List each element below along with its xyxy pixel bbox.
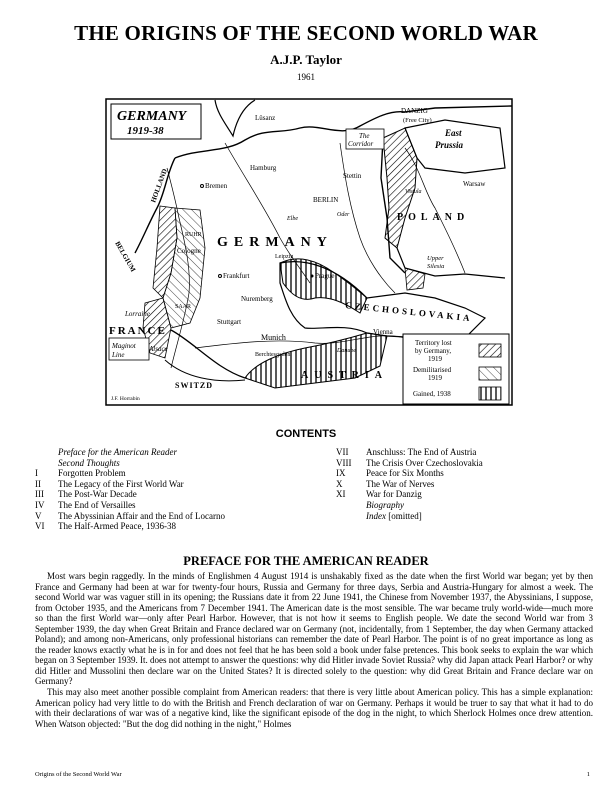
toc-entry-label: The Legacy of the First World War (58, 478, 184, 489)
toc-entry-chapter-4[interactable] (35, 500, 295, 511)
label-oder: Oder (337, 212, 350, 218)
toc-entry-chapter-3[interactable] (35, 489, 295, 500)
label-holland: HOLLAND (149, 167, 169, 204)
label-corridor-1: The (359, 132, 370, 140)
preface-body (35, 571, 593, 729)
toc-entry-number: VIII (336, 457, 352, 468)
toc-entry-chapter-7[interactable] (336, 447, 576, 458)
label-berchtesgaden: Berchtesgaden (255, 352, 291, 358)
label-credit: J.F. Horrabin (111, 396, 140, 402)
toc-entry-number: V (35, 510, 42, 521)
label-hamburg: Hamburg (250, 164, 277, 172)
toc-entry-label: The War of Nerves (366, 478, 435, 489)
label-danzig: DANZIG (401, 107, 428, 115)
toc-entry-number: X (336, 478, 343, 489)
toc-entry-second-thoughts[interactable] (35, 458, 295, 469)
preface-paragraph: This may also meet another possible complaint from American readers: that there is very little about American policy. This has a simple explanation: American policy had very little to do with the British and French declaration of war on Germany. Perhaps it would be truer to say that what it had to do with their declarations of war was of a negative kind, like the significant episode of the dog in the night, to which Sherlock Holmes once drew attention. When Watson objected: "But the dog did nothing in the night," Holmes (35, 687, 593, 729)
germany-map (105, 98, 513, 406)
toc-entry-label-index: Index (366, 510, 386, 521)
toc-entry-chapter-6[interactable] (35, 521, 295, 532)
toc-entry-label: The Post-War Decade (58, 489, 137, 500)
toc-entry-number: VII (336, 447, 349, 457)
label-maginot-2: Line (112, 351, 125, 359)
label-lorraine: Lorraine (125, 310, 150, 318)
toc-entry-chapter-2[interactable] (35, 479, 295, 490)
label-bremen: Bremen (205, 182, 228, 190)
label-stettin: Stettin (343, 172, 362, 180)
toc-entry-label: Second Thoughts (58, 457, 120, 468)
toc-entry-index[interactable] (336, 511, 576, 522)
toc-entry-chapter-8[interactable] (336, 458, 576, 469)
city-dot-prague (311, 275, 314, 278)
label-switzerland: SWITZD (175, 381, 214, 390)
label-nuremberg: Nuremberg (241, 295, 273, 303)
label-vienna: Vienna (373, 328, 393, 336)
legend-swatch-demilitarised (479, 367, 501, 380)
legend-swatch-gained (479, 387, 501, 400)
label-free-city: (Free City) (403, 117, 432, 124)
toc-entry-label: The Abyssinian Affair and the End of Locarno (58, 510, 226, 521)
toc-entry-number: II (35, 478, 41, 489)
label-czechoslovakia: CZECHOSLOVAKIA (344, 300, 473, 324)
label-cologne: Cologne (177, 247, 201, 255)
legend-demilitarised-1: Demilitarised (413, 366, 452, 374)
label-upper-silesia-2: Silesia (427, 263, 445, 270)
page-number: 1 (586, 771, 590, 778)
toc-entry-number: III (35, 489, 44, 500)
toc-entry-label: Peace for Six Months (366, 468, 444, 479)
label-berlin: BERLIN (313, 196, 339, 204)
footer-title: Origins of the Second World War (35, 771, 122, 778)
toc-entry-chapter-5[interactable] (35, 511, 295, 522)
toc-entry-number: I (35, 468, 38, 479)
label-maginot-1: Maginot (112, 342, 136, 350)
label-prague: Prague (315, 272, 335, 280)
toc-right-column (336, 447, 576, 521)
label-warsaw: Warsaw (463, 180, 486, 188)
label-ruhr: RUHR (185, 232, 202, 238)
label-east: East (445, 128, 462, 138)
toc-entry-label: Preface for the American Reader (58, 447, 177, 457)
label-danube: Danube (337, 348, 356, 354)
toc-entry-chapter-9[interactable] (336, 468, 576, 479)
label-corridor-2: Corridor (348, 140, 374, 148)
label-upper-silesia-1: Upper (427, 255, 444, 262)
toc-entry-label: Forgotten Problem (58, 468, 126, 479)
map-title: GERMANY (117, 109, 187, 124)
toc-entry-number: IX (336, 468, 346, 479)
preface-paragraph: Most wars begin raggedly. In the minds of Englishmen 4 August 1914 is unshakably fixed as the date when the first World war began; yet by then France and Germany had been at war for twenty-four hours, Russia and Germany for three days, Serbia and Austria-Hungary for almost a week. The second World war was vaguer still in its opening; the Russians date it from 22 June 1941, the Chinese from November 1937, the Abyssinians, I suppose, from October 1935, and the Americans from 7 December 1941. The American date is the most sensible. The war became truly world-wide—much more so than the first World war—only after Pearl Harbor. However, that is not how it seems to English people. We date the second World war from 3 September 1939, the day when Great Britain and France declared war on Germany (not, incidentally, from 1 September, the day when Germany attacked Poland); and among non-Americans, only professional historians can remember the date of Pearl Harbor. The point is of no great importance as long as the reader knows exactly what he is in for and does not feel that he has been sold a book under false pretences. This book seeks to explain the war which began on 3 September 1939. It. does not attempt to answer the questions: why did Hitler invade Soviet Russia? why did Japan attack Pearl Harbor? or why did Hitler and Mussolini then declare war on the United States? It is directed solely to the question: why did Great Britain and France declare war on Germany? (35, 571, 593, 687)
label-belgium: BELGIUM (113, 240, 138, 274)
legend-lost-3: 1919 (428, 355, 442, 363)
label-prussia: Prussia (435, 140, 464, 150)
author: A.J.P. Taylor (270, 52, 342, 67)
legend-swatch-lost (479, 344, 501, 357)
toc-entry-label: Anschluss: The End of Austria (366, 447, 477, 457)
label-baltic: Lüsanz (255, 114, 276, 122)
legend-lost-1: Territory lost (415, 339, 452, 347)
label-poland: POLAND (397, 212, 470, 223)
label-munich: Munich (261, 333, 286, 342)
toc-entry-omitted-note: [omitted] (386, 510, 422, 521)
toc-entry-label: Biography (366, 499, 404, 510)
toc-entry-chapter-11[interactable] (336, 489, 576, 500)
label-austria: AUSTRIA (301, 370, 389, 381)
toc-entry-label: The Half-Armed Peace, 1936-38 (58, 521, 176, 532)
legend-gained: Gained, 1938 (413, 390, 451, 398)
label-france: FRANCE (109, 325, 167, 337)
legend-lost-2: by Germany, (415, 347, 452, 355)
label-frankfurt: Frankfurt (223, 272, 250, 280)
label-saar: SAAR (175, 304, 192, 310)
toc-entry-chapter-10[interactable] (336, 479, 576, 490)
toc-entry-label: The End of Versailles (58, 499, 136, 510)
map-date: 1919-38 (127, 125, 164, 137)
toc-entry-label: War for Danzig (366, 489, 422, 500)
label-vistula: Vistula (405, 189, 422, 195)
label-alsace: Alsace (149, 345, 168, 353)
toc-entry-number: VI (35, 521, 45, 532)
toc-entry-preface[interactable] (35, 447, 295, 458)
contents-heading: CONTENTS (275, 428, 337, 440)
label-stuttgart: Stuttgart (217, 318, 242, 326)
publication-year: 1961 (297, 72, 315, 82)
legend-demilitarised-2: 1919 (428, 374, 442, 382)
toc-entry-label: The Crisis Over Czechoslovakia (366, 457, 483, 468)
toc-entry-chapter-1[interactable] (35, 468, 295, 479)
toc-left-column (35, 447, 295, 532)
book-title: THE ORIGINS OF THE SECOND WORLD WAR (74, 21, 538, 45)
preface-heading: PREFACE FOR THE AMERICAN READER (183, 554, 429, 568)
toc-entry-number: IV (35, 499, 45, 510)
label-germany: GERMANY (217, 235, 333, 250)
toc-entry-biography[interactable] (336, 500, 576, 511)
label-leipzig: Leipzig (275, 254, 294, 260)
toc-entry-number: XI (336, 489, 346, 500)
label-elbe: Elbe (287, 216, 298, 222)
